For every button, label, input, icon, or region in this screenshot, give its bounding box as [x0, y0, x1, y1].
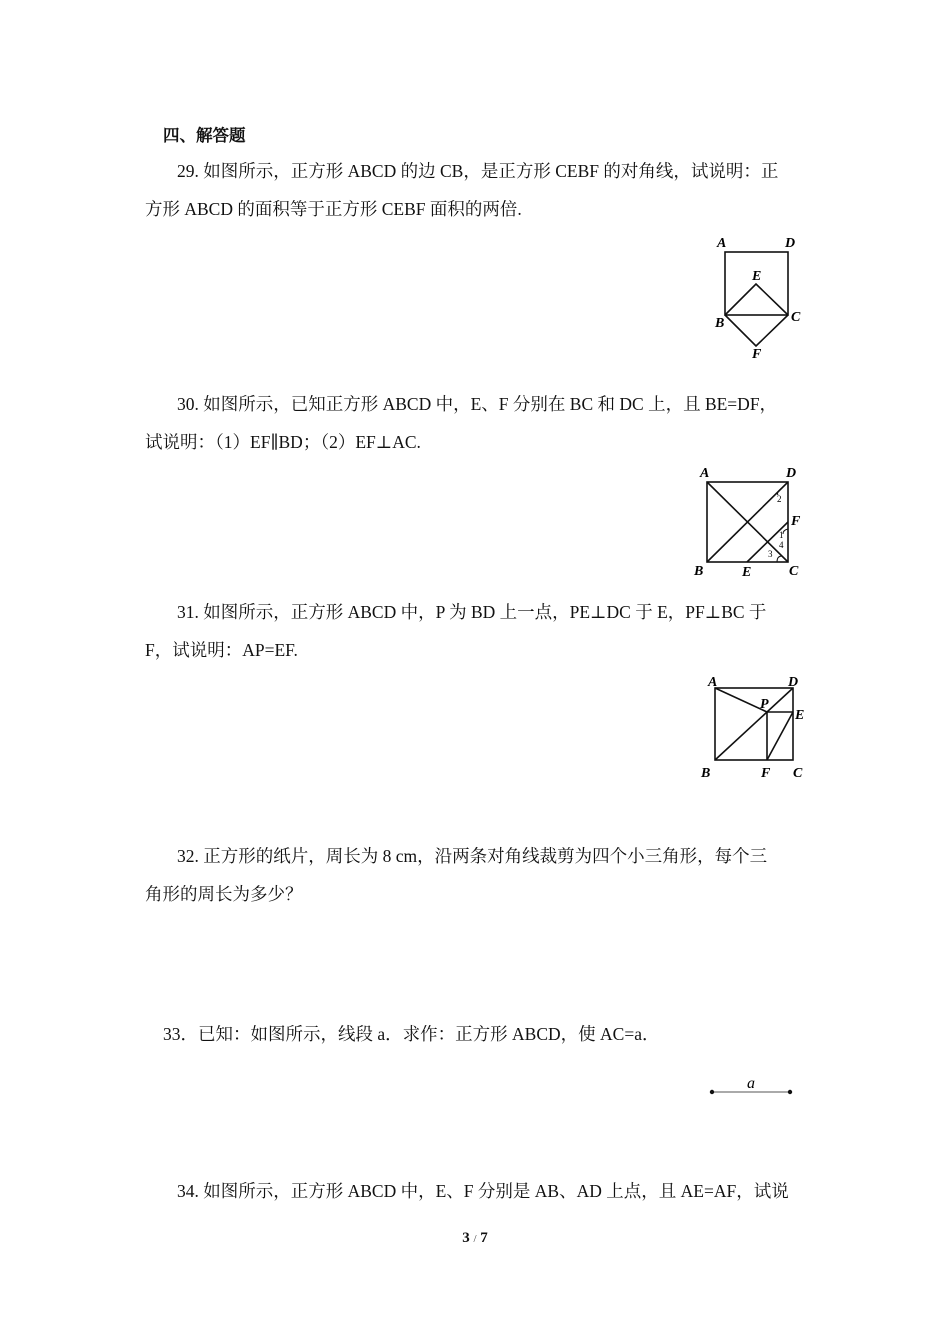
q29-figure — [700, 232, 820, 362]
page-current: 3 — [462, 1230, 470, 1246]
q29-label-f: F — [752, 347, 762, 362]
q29-label-b: B — [715, 316, 725, 331]
q34-text-line1: 34. 如图所示，正方形 ABCD 中，E、F 分别是 AB、AD 上点，且 AE=AF，试说 — [177, 1181, 789, 1201]
q33-segment-figure — [700, 1070, 800, 1105]
q29-triangle-lower — [725, 315, 788, 346]
page-number — [0, 1230, 950, 1247]
q33-text-line1: 33．已知：如图所示，线段 a．求作：正方形 ABCD，使 AC=a． — [163, 1024, 660, 1044]
q31-label-c: C — [793, 766, 803, 781]
q30-label-e: E — [742, 565, 752, 580]
q30-angle-4: 4 — [779, 540, 784, 550]
q29-label-a: A — [717, 236, 727, 251]
q30-text-line2: 试说明：（1）EF∥BD；（2）EF⊥AC. — [145, 432, 421, 452]
q33-segment-label: a — [747, 1075, 755, 1092]
q29-label-e: E — [752, 269, 762, 284]
q30-angle-2: 2 — [777, 494, 782, 504]
q32-text-line2: 角形的周长为多少？ — [145, 884, 303, 904]
q31-text-line2: F，试说明：AP=EF. — [145, 640, 298, 660]
q30-figure — [690, 462, 815, 582]
q33-segment-endpoint-left — [710, 1090, 714, 1094]
q30-text-line1: 30. 如图所示，已知正方形 ABCD 中，E、F 分别在 BC 和 DC 上，且 BE=DF， — [177, 394, 778, 414]
q31-label-e: E — [795, 708, 805, 723]
q29-label-d: D — [785, 236, 796, 251]
q30-angle-1: 1 — [779, 530, 784, 540]
q29-label-c: C — [791, 310, 801, 325]
q30-angle-3: 3 — [768, 549, 773, 559]
q29-triangle-upper — [725, 284, 788, 315]
q32-text-line1: 32. 正方形的纸片，周长为 8 cm，沿两条对角线裁剪为四个小三角形，每个三 — [177, 846, 768, 866]
q31-label-a: A — [708, 675, 718, 690]
q29-text-line2: 方形 ABCD 的面积等于正方形 CEBF 面积的两倍. — [145, 199, 522, 219]
page-total: 7 — [480, 1230, 488, 1246]
q31-label-f: F — [761, 766, 771, 781]
q33-segment-endpoint-right — [788, 1090, 792, 1094]
q31-diagonal-bd — [715, 688, 793, 760]
q30-label-a: A — [700, 466, 710, 481]
q30-label-c: C — [789, 564, 799, 579]
q31-text-line1: 31. 如图所示，正方形 ABCD 中，P 为 BD 上一点，PE⊥DC 于 E，PF⊥BC 于 — [177, 602, 767, 622]
section-title: 四、解答题 — [163, 126, 246, 145]
q31-label-d: D — [788, 675, 799, 690]
q30-label-b: B — [694, 564, 704, 579]
q31-segment-ef — [767, 712, 793, 760]
q31-label-b: B — [701, 766, 711, 781]
q31-label-p: P — [760, 697, 769, 712]
page-separator: / — [473, 1233, 477, 1245]
q29-text-line1: 29. 如图所示，正方形 ABCD 的边 CB，是正方形 CEBF 的对角线，试说明：正 — [177, 161, 779, 181]
q30-label-f: F — [791, 514, 801, 529]
q31-figure — [695, 670, 815, 785]
q30-label-d: D — [786, 466, 797, 481]
